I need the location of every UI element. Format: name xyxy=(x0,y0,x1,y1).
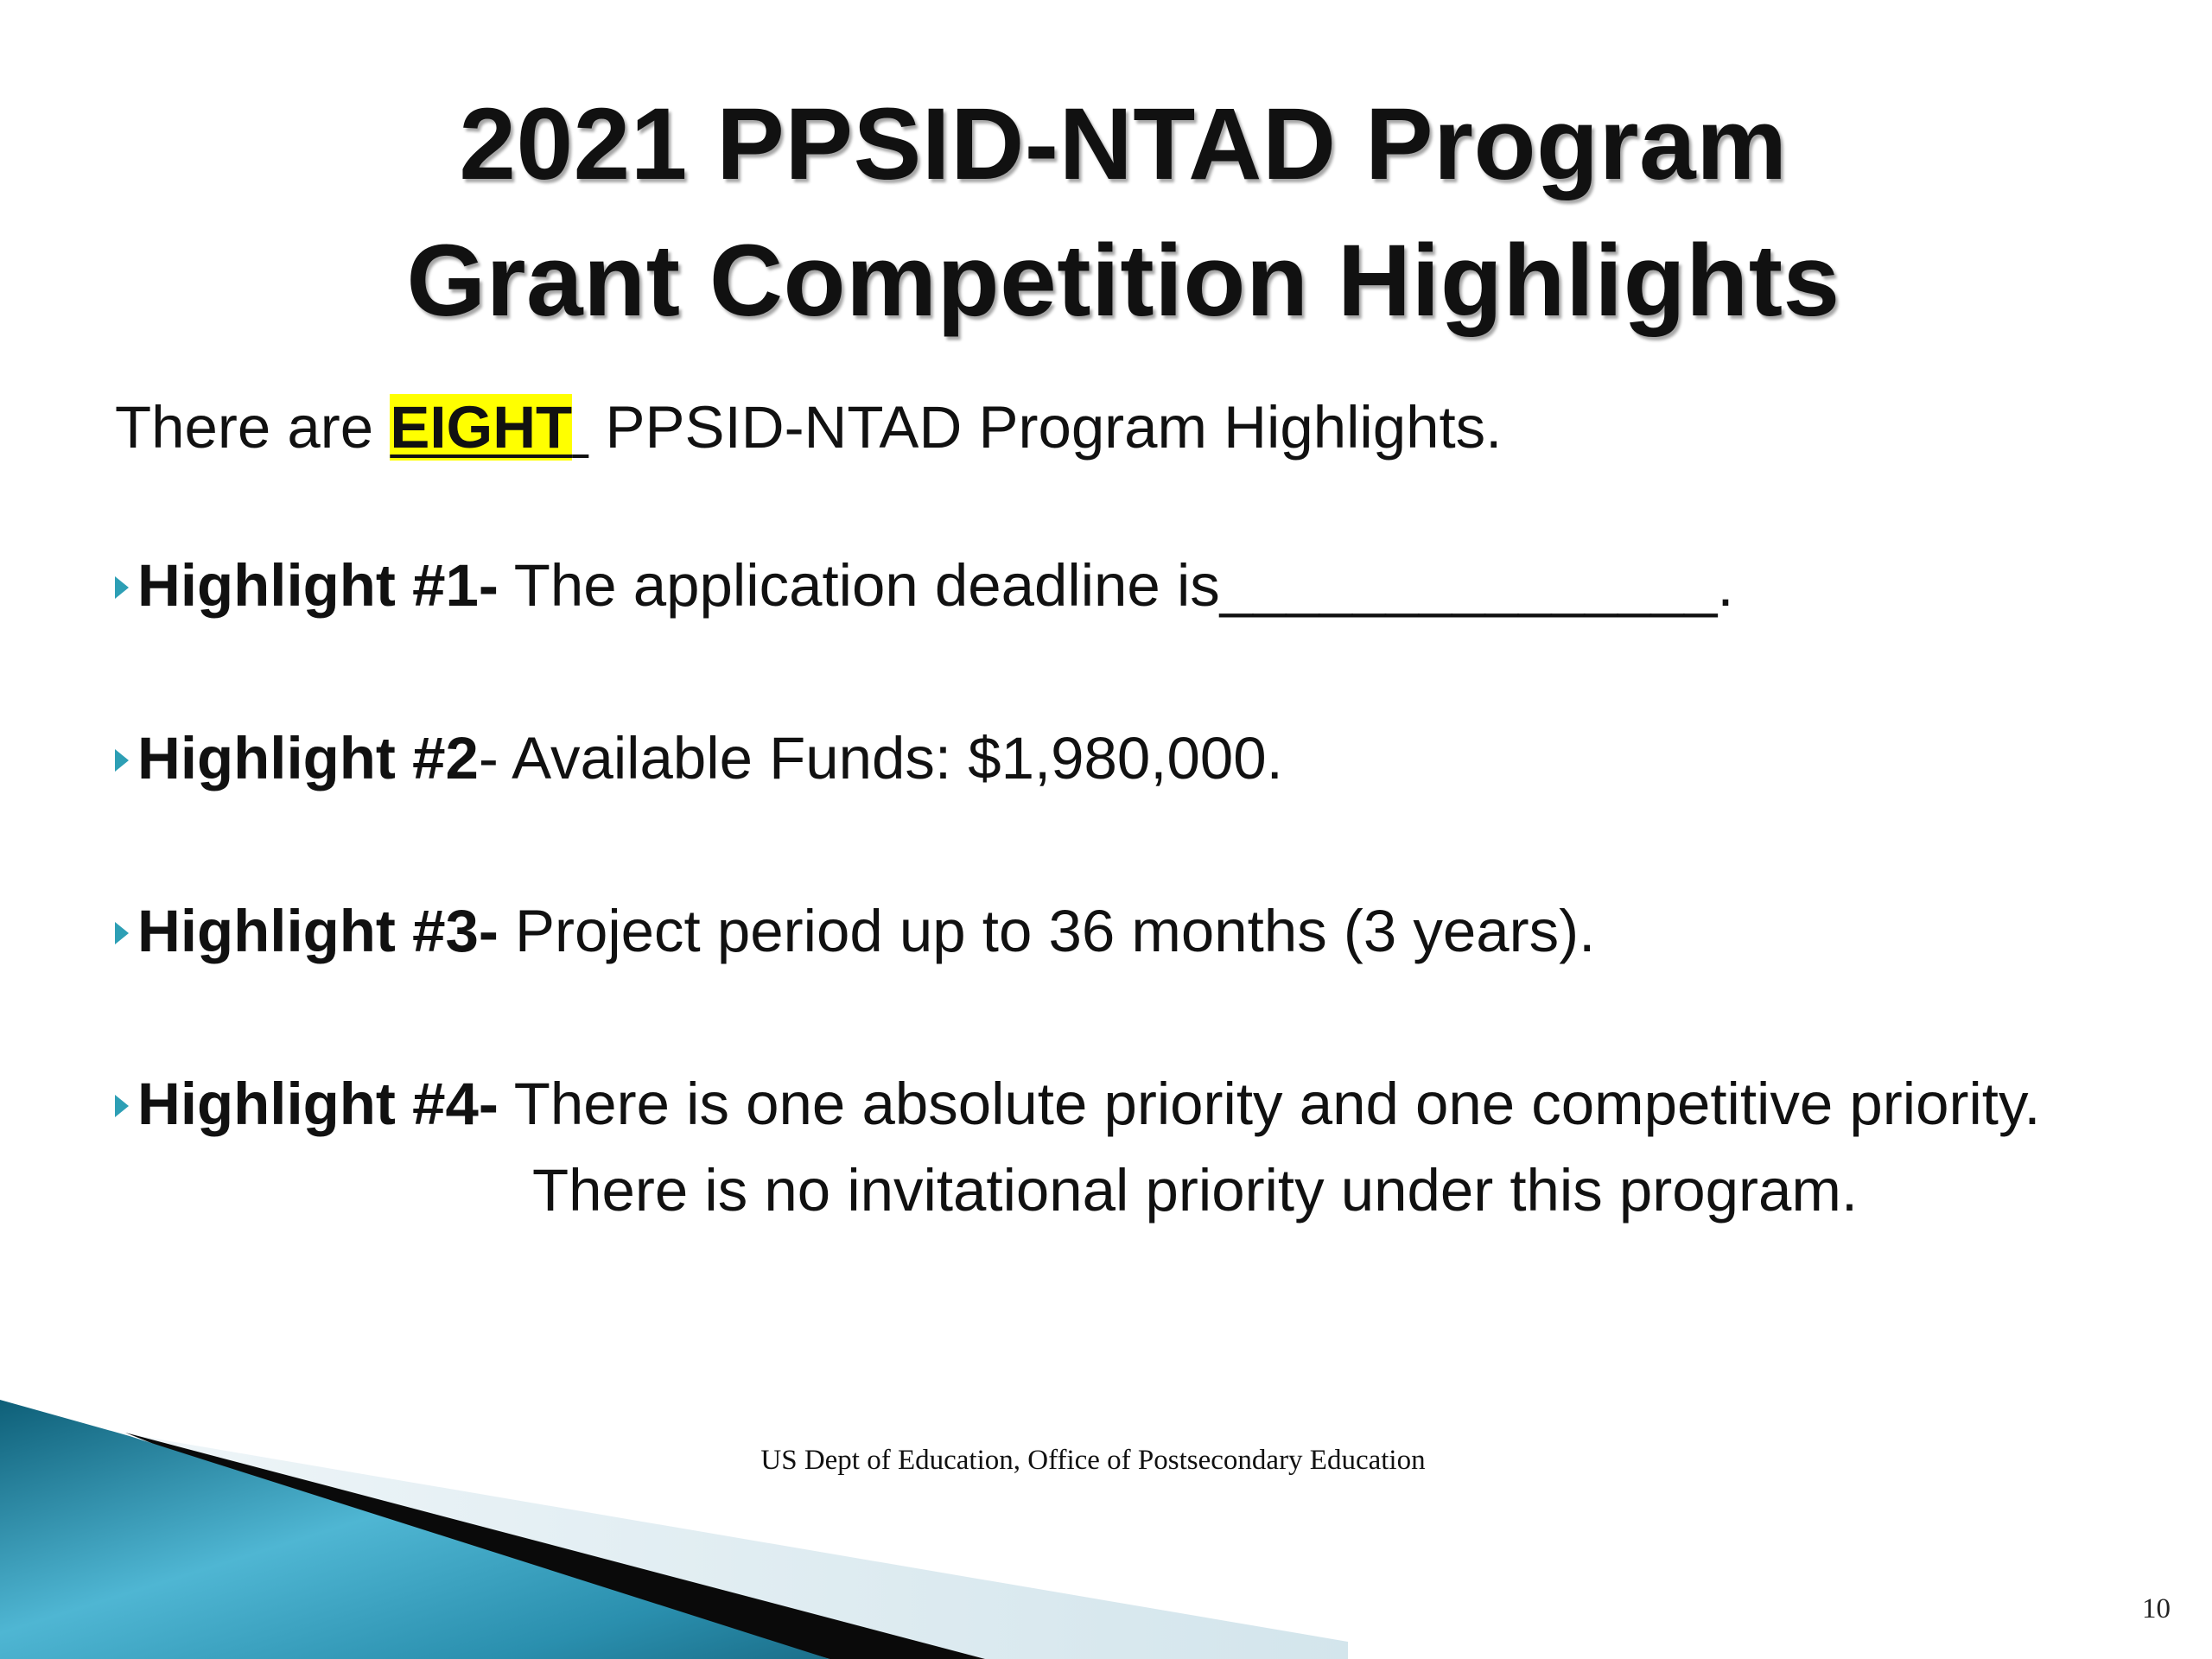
highlight-underline-pad xyxy=(572,394,588,461)
intro-prefix: There are xyxy=(115,394,391,461)
list-item xyxy=(115,1070,2041,1225)
triangle-right-icon xyxy=(115,576,129,599)
highlight-label: Highlight #3- xyxy=(137,898,499,964)
highlight-text: Project period up to 36 months (3 years). xyxy=(498,898,1596,964)
highlighted-count: EIGHT xyxy=(390,394,573,461)
intro-line xyxy=(115,393,1502,462)
highlight-text: The application deadline is_______________. xyxy=(498,552,1734,619)
footer-text: US Dept of Education, Office of Postsecondary Education xyxy=(760,1445,1426,1476)
page-number: 10 xyxy=(2142,1593,2171,1624)
title-line-2: Grant Competition Highlights xyxy=(406,224,1840,338)
list-item xyxy=(115,897,2041,966)
list-item xyxy=(115,551,2041,620)
highlights-list xyxy=(115,551,2041,1225)
highlight-label: Highlight #1- xyxy=(137,552,499,619)
title-line-1: 2021 PPSID-NTAD Program xyxy=(459,87,1788,201)
highlight-continuation: There is no invitational priority under this program. xyxy=(532,1157,1859,1224)
corner-decoration xyxy=(0,1382,1348,1659)
intro-suffix: PPSID-NTAD Program Highlights. xyxy=(588,394,1503,461)
slide-title xyxy=(0,76,2212,349)
list-item xyxy=(115,724,2041,793)
highlight-text: There is one absolute priority and one competitive priority. xyxy=(498,1071,2041,1137)
triangle-right-icon xyxy=(115,922,129,944)
triangle-right-icon xyxy=(115,749,129,772)
triangle-right-icon xyxy=(115,1095,129,1117)
highlight-label: Highlight #2 xyxy=(137,725,479,791)
highlight-label: Highlight #4- xyxy=(137,1071,499,1137)
teal-band xyxy=(0,1400,830,1659)
highlight-text: - Available Funds: $1,980,000. xyxy=(478,725,1283,791)
